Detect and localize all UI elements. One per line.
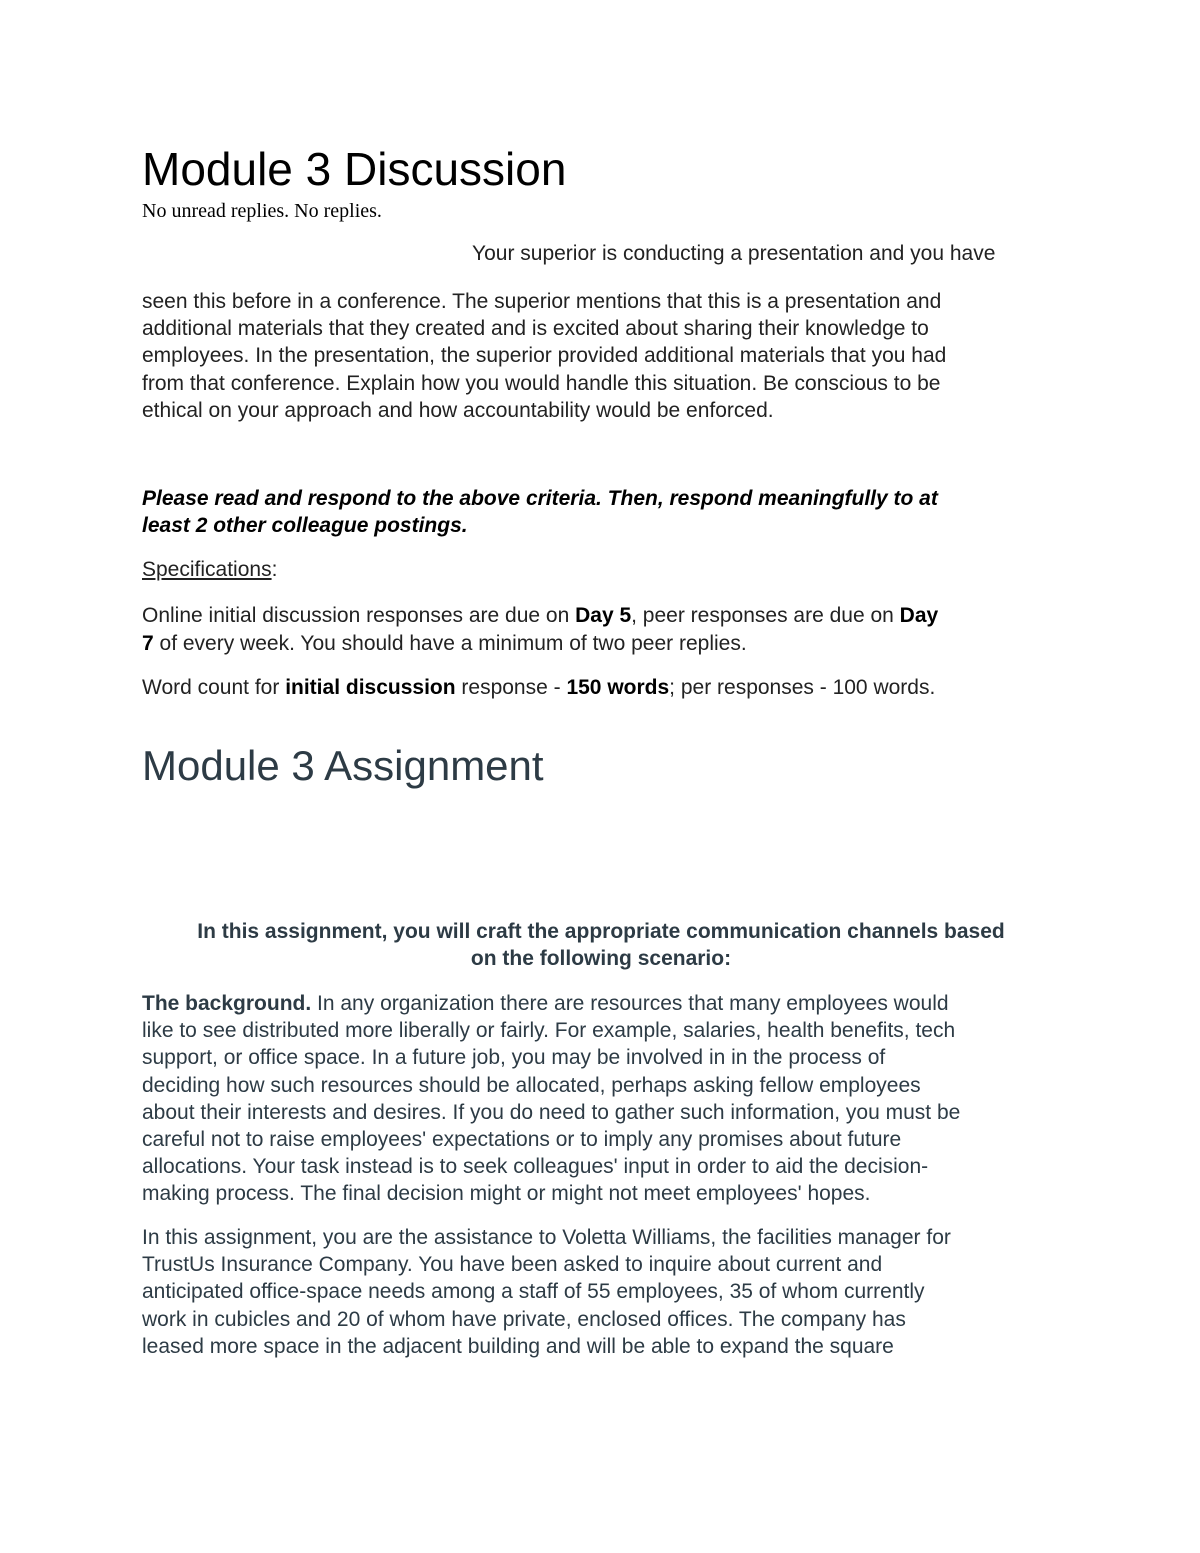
assistance-line: In this assignment, you are the assistance to Voletta Williams, the facilities manager for (142, 1226, 951, 1249)
intro-line: In this assignment, you will craft the appropriate communication channels based (197, 920, 1005, 943)
word-count-initial: initial discussion (285, 676, 456, 699)
background-line: about their interests and desires. If you do need to gather such information, you must be (142, 1100, 961, 1124)
assistance-line: work in cubicles and 20 of whom have private, enclosed offices. The company has (142, 1307, 906, 1331)
prompt-line: seen this before in a conference. The superior mentions that this is a presentation and (142, 290, 942, 313)
assistance-line: leased more space in the adjacent building and will be able to expand the square (142, 1334, 894, 1358)
background-line: making process. The final decision might or might not meet employees' hopes. (142, 1182, 871, 1206)
background-text: In any organization there are resources that many employees would (311, 992, 949, 1015)
specifications-label: Specifications (142, 558, 272, 581)
word-count-text: response - (455, 676, 567, 699)
background-line: careful not to raise employees' expectations or to imply any promises about future (142, 1128, 902, 1152)
due-text: Online initial discussion responses are due on (142, 604, 576, 627)
prompt-line: from that conference. Explain how you would handle this situation. Be conscious to be (142, 371, 941, 395)
discussion-title: Module 3 Discussion (142, 143, 567, 195)
word-count (142, 674, 1060, 701)
assignment-intro (142, 918, 1060, 972)
prompt-line: ethical on your approach and how accountability would be enforced. (142, 398, 774, 422)
prompt-line: employees. In the presentation, the superior provided additional materials that you had (142, 344, 947, 368)
due-text: , peer responses are due on (631, 604, 900, 627)
assistance-paragraph (142, 1224, 1060, 1360)
instruction-line: Please read and respond to the above criteria. Then, respond meaningfully to at (142, 487, 938, 510)
due-day7-number: 7 (142, 632, 154, 655)
background-line: like to see distributed more liberally or fairly. For example, salaries, health benefits, tech (142, 1019, 956, 1043)
assistance-line: anticipated office-space needs among a staff of 55 employees, 35 of whom currently (142, 1280, 925, 1304)
background-line: allocations. Your task instead is to seek colleagues' input in order to aid the decision- (142, 1155, 929, 1179)
specifications-colon: : (271, 558, 278, 581)
word-count-text: ; per responses - 100 words. (669, 676, 936, 699)
due-dates (142, 602, 1060, 658)
background-paragraph (142, 990, 1060, 1208)
response-instruction (142, 485, 1060, 539)
specifications-heading (142, 558, 277, 582)
background-lead: The background. (142, 992, 312, 1015)
due-day7-word: Day (899, 604, 939, 627)
background-line: deciding how such resources should be allocated, perhaps asking fellow employees (142, 1073, 921, 1097)
due-text: of every week. You should have a minimum of two peer replies. (153, 632, 747, 655)
discussion-prompt (142, 288, 1060, 424)
prompt-first-line: Your superior is conducting a presentation and you have (472, 242, 996, 265)
due-day5: Day 5 (575, 604, 632, 627)
word-count-150: 150 words (566, 676, 670, 699)
prompt-line: additional materials that they created and is excited about sharing their knowledge to (142, 317, 929, 341)
background-line: support, or office space. In a future job, you may be involved in in the process of (142, 1046, 886, 1070)
intro-line: on the following scenario: (470, 947, 732, 970)
reply-status: No unread replies. No replies. (142, 200, 382, 222)
instruction-line: least 2 other colleague postings. (142, 514, 468, 537)
assistance-line: TrustUs Insurance Company. You have been asked to inquire about current and (142, 1253, 883, 1277)
word-count-text: Word count for (142, 676, 286, 699)
assignment-title: Module 3 Assignment (142, 742, 544, 789)
